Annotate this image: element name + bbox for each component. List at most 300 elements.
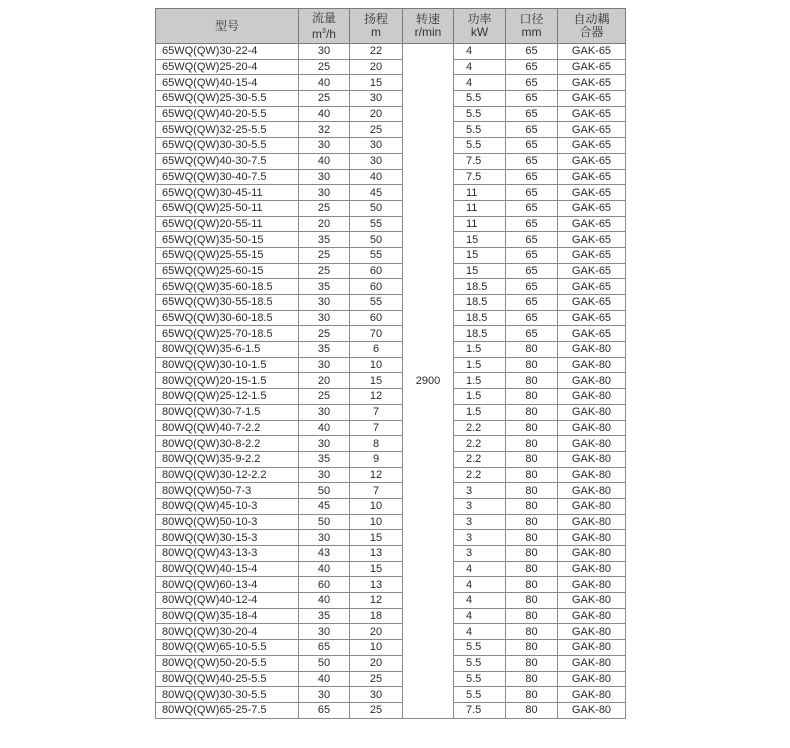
cell-power: 11 [454,216,506,232]
table-row [156,655,626,671]
cell-power: 3 [454,498,506,514]
cell-flow: 35 [299,279,350,295]
cell-power: 4 [454,561,506,577]
cell-diameter: 65 [506,91,558,107]
cell-model: 80WQ(QW)40-25-5.5 [156,671,299,687]
cell-head: 70 [350,326,403,342]
table-row [156,216,626,232]
cell-diameter: 65 [506,106,558,122]
cell-head: 10 [350,514,403,530]
cell-flow: 45 [299,498,350,514]
table-row [156,373,626,389]
cell-flow: 30 [299,624,350,640]
cell-model: 65WQ(QW)25-30-5.5 [156,91,299,107]
cell-head: 6 [350,342,403,358]
table-row [156,498,626,514]
cell-power: 11 [454,200,506,216]
cell-coupler: GAK-80 [558,389,626,405]
cell-diameter: 80 [506,404,558,420]
cell-flow: 35 [299,608,350,624]
cell-head: 30 [350,91,403,107]
cell-model: 65WQ(QW)25-20-4 [156,59,299,75]
cell-diameter: 80 [506,687,558,703]
cell-head: 13 [350,546,403,562]
cell-model: 65WQ(QW)30-30-5.5 [156,138,299,154]
cell-head: 8 [350,436,403,452]
table-row [156,593,626,609]
cell-diameter: 80 [506,624,558,640]
cell-diameter: 65 [506,263,558,279]
cell-flow: 50 [299,655,350,671]
cell-head: 50 [350,200,403,216]
cell-model: 80WQ(QW)60-13-4 [156,577,299,593]
table-row [156,310,626,326]
cell-head: 7 [350,404,403,420]
flow-unit-m: m [312,26,323,41]
flow-unit-h: /h [325,26,336,41]
cell-diameter: 80 [506,608,558,624]
cell-model: 80WQ(QW)35-6-1.5 [156,342,299,358]
cell-flow: 25 [299,200,350,216]
cell-power: 4 [454,624,506,640]
table-row [156,75,626,91]
cell-model: 65WQ(QW)25-70-18.5 [156,326,299,342]
cell-coupler: GAK-65 [558,310,626,326]
cell-diameter: 80 [506,546,558,562]
cell-diameter: 65 [506,75,558,91]
cell-diameter: 65 [506,153,558,169]
cell-coupler: GAK-65 [558,106,626,122]
cell-power: 7.5 [454,702,506,718]
cell-coupler: GAK-65 [558,200,626,216]
cell-power: 7.5 [454,153,506,169]
cell-flow: 50 [299,483,350,499]
cell-diameter: 80 [506,702,558,718]
table-header-row [156,9,626,44]
cell-head: 55 [350,216,403,232]
cell-head: 9 [350,451,403,467]
cell-model: 65WQ(QW)40-20-5.5 [156,106,299,122]
cell-power: 3 [454,530,506,546]
table-row [156,687,626,703]
table-row [156,59,626,75]
cell-model: 65WQ(QW)35-50-15 [156,232,299,248]
cell-flow: 30 [299,138,350,154]
cell-head: 60 [350,263,403,279]
cell-coupler: GAK-65 [558,279,626,295]
cell-model: 65WQ(QW)30-22-4 [156,44,299,60]
cell-flow: 35 [299,232,350,248]
cell-diameter: 80 [506,640,558,656]
cell-model: 80WQ(QW)35-18-4 [156,608,299,624]
table-row [156,671,626,687]
cell-flow: 35 [299,451,350,467]
cell-flow: 20 [299,216,350,232]
cell-coupler: GAK-80 [558,420,626,436]
cell-power: 3 [454,546,506,562]
cell-diameter: 65 [506,247,558,263]
cell-model: 65WQ(QW)25-55-15 [156,247,299,263]
cell-diameter: 65 [506,326,558,342]
cell-power: 3 [454,483,506,499]
cell-coupler: GAK-65 [558,326,626,342]
header-speed-unit: r/min [414,25,442,39]
cell-power: 4 [454,608,506,624]
cell-power: 2.2 [454,420,506,436]
cell-flow: 30 [299,530,350,546]
cell-coupler: GAK-65 [558,185,626,201]
table-row [156,153,626,169]
cell-flow: 40 [299,420,350,436]
table-row [156,169,626,185]
table-row [156,122,626,138]
cell-power: 1.5 [454,389,506,405]
cell-diameter: 80 [506,561,558,577]
cell-head: 45 [350,185,403,201]
cell-power: 4 [454,75,506,91]
cell-flow: 30 [299,310,350,326]
cell-flow: 40 [299,106,350,122]
cell-head: 20 [350,106,403,122]
table-row [156,702,626,718]
cell-diameter: 80 [506,530,558,546]
cell-head: 10 [350,498,403,514]
table-row [156,514,626,530]
pump-spec-table [155,8,626,719]
cell-diameter: 80 [506,342,558,358]
cell-head: 10 [350,640,403,656]
cell-diameter: 65 [506,310,558,326]
cell-power: 5.5 [454,91,506,107]
cell-flow: 30 [299,169,350,185]
cell-flow: 25 [299,263,350,279]
table-row [156,279,626,295]
cell-head: 22 [350,44,403,60]
cell-model: 80WQ(QW)30-7-1.5 [156,404,299,420]
cell-head: 7 [350,420,403,436]
cell-diameter: 80 [506,514,558,530]
cell-flow: 32 [299,122,350,138]
cell-flow: 40 [299,153,350,169]
cell-diameter: 80 [506,498,558,514]
cell-power: 5.5 [454,640,506,656]
cell-head: 30 [350,153,403,169]
cell-diameter: 80 [506,420,558,436]
cell-diameter: 65 [506,138,558,154]
cell-diameter: 80 [506,577,558,593]
cell-head: 20 [350,655,403,671]
cell-model: 80WQ(QW)50-7-3 [156,483,299,499]
cell-diameter: 65 [506,59,558,75]
cell-diameter: 65 [506,295,558,311]
cell-power: 1.5 [454,404,506,420]
header-speed-label: 转速 [415,12,440,26]
cell-head: 7 [350,483,403,499]
table-row [156,326,626,342]
cell-head: 30 [350,138,403,154]
cell-model: 80WQ(QW)20-15-1.5 [156,373,299,389]
cell-flow: 40 [299,593,350,609]
cell-power: 15 [454,232,506,248]
cell-head: 15 [350,561,403,577]
cell-head: 20 [350,624,403,640]
cell-coupler: GAK-80 [558,404,626,420]
table-row [156,436,626,452]
cell-power: 4 [454,577,506,593]
table-row [156,357,626,373]
cell-power: 5.5 [454,655,506,671]
table-row [156,185,626,201]
table-row [156,389,626,405]
cell-coupler: GAK-80 [558,608,626,624]
cell-diameter: 65 [506,200,558,216]
header-power-unit: kW [470,25,489,39]
cell-flow: 20 [299,373,350,389]
header-head [350,9,403,44]
cell-model: 65WQ(QW)25-50-11 [156,200,299,216]
cell-head: 55 [350,295,403,311]
cell-power: 11 [454,185,506,201]
table-row [156,561,626,577]
cell-coupler: GAK-80 [558,655,626,671]
header-power-label: 功率 [467,12,492,26]
table-row [156,200,626,216]
table-row [156,295,626,311]
cell-coupler: GAK-80 [558,342,626,358]
cell-diameter: 80 [506,389,558,405]
table-row [156,467,626,483]
cell-flow: 40 [299,671,350,687]
cell-coupler: GAK-80 [558,687,626,703]
cell-coupler: GAK-65 [558,91,626,107]
cell-diameter: 65 [506,122,558,138]
cell-power: 7.5 [454,169,506,185]
cell-diameter: 80 [506,483,558,499]
cell-power: 18.5 [454,310,506,326]
cell-model: 65WQ(QW)30-40-7.5 [156,169,299,185]
cell-flow: 30 [299,467,350,483]
table-row [156,530,626,546]
cell-power: 3 [454,514,506,530]
cell-coupler: GAK-80 [558,640,626,656]
cell-coupler: GAK-80 [558,514,626,530]
cell-diameter: 80 [506,593,558,609]
cell-head: 12 [350,593,403,609]
cell-coupler: GAK-80 [558,373,626,389]
header-coupler-label-2: 合器 [579,25,604,39]
cell-flow: 43 [299,546,350,562]
cell-model: 65WQ(QW)40-30-7.5 [156,153,299,169]
cell-flow: 25 [299,59,350,75]
cell-diameter: 65 [506,279,558,295]
cell-coupler: GAK-65 [558,169,626,185]
cell-power: 5.5 [454,122,506,138]
header-flow [299,9,350,44]
cell-head: 12 [350,389,403,405]
cell-diameter: 65 [506,216,558,232]
cell-model: 80WQ(QW)45-10-3 [156,498,299,514]
header-coupler [558,9,626,44]
table-row [156,577,626,593]
cell-model: 80WQ(QW)25-12-1.5 [156,389,299,405]
table-row [156,247,626,263]
cell-diameter: 65 [506,169,558,185]
cell-power: 1.5 [454,357,506,373]
cell-power: 2.2 [454,467,506,483]
header-speed [403,9,454,44]
cell-power: 18.5 [454,279,506,295]
cell-diameter: 80 [506,357,558,373]
cell-coupler: GAK-65 [558,247,626,263]
cell-model: 65WQ(QW)32-25-5.5 [156,122,299,138]
cell-coupler: GAK-65 [558,153,626,169]
table-row [156,232,626,248]
cell-coupler: GAK-80 [558,530,626,546]
cell-flow: 30 [299,185,350,201]
cell-coupler: GAK-80 [558,436,626,452]
cell-diameter: 80 [506,467,558,483]
cell-model: 65WQ(QW)40-15-4 [156,75,299,91]
cell-flow: 30 [299,44,350,60]
cell-head: 40 [350,169,403,185]
cell-flow: 25 [299,91,350,107]
cell-coupler: GAK-65 [558,232,626,248]
cell-power: 2.2 [454,451,506,467]
cell-coupler: GAK-80 [558,702,626,718]
table-row [156,342,626,358]
table-row [156,608,626,624]
table-row [156,138,626,154]
cell-head: 15 [350,75,403,91]
cell-coupler: GAK-65 [558,75,626,91]
table-row [156,451,626,467]
cell-coupler: GAK-65 [558,295,626,311]
cell-power: 4 [454,44,506,60]
cell-coupler: GAK-65 [558,138,626,154]
cell-coupler: GAK-80 [558,593,626,609]
cell-head: 18 [350,608,403,624]
header-model [156,9,299,44]
cell-flow: 65 [299,702,350,718]
cell-model: 80WQ(QW)30-12-2.2 [156,467,299,483]
table-row [156,263,626,279]
cell-flow: 35 [299,342,350,358]
cell-model: 65WQ(QW)30-45-11 [156,185,299,201]
cell-power: 1.5 [454,373,506,389]
cell-head: 60 [350,310,403,326]
table-row [156,624,626,640]
cell-coupler: GAK-65 [558,44,626,60]
cell-model: 65WQ(QW)30-55-18.5 [156,295,299,311]
cell-model: 65WQ(QW)25-60-15 [156,263,299,279]
cell-power: 4 [454,593,506,609]
cell-coupler: GAK-80 [558,498,626,514]
cell-flow: 40 [299,561,350,577]
cell-model: 80WQ(QW)30-15-3 [156,530,299,546]
cell-model: 80WQ(QW)35-9-2.2 [156,451,299,467]
cell-diameter: 80 [506,671,558,687]
cell-power: 5.5 [454,687,506,703]
cell-coupler: GAK-80 [558,546,626,562]
flow-unit-sup: 3 [322,27,326,35]
cell-coupler: GAK-80 [558,624,626,640]
cell-flow: 30 [299,687,350,703]
cell-model: 65WQ(QW)35-60-18.5 [156,279,299,295]
cell-flow: 30 [299,404,350,420]
header-model-label: 型号 [214,18,239,33]
table-row [156,420,626,436]
cell-model: 65WQ(QW)30-60-18.5 [156,310,299,326]
cell-speed: 2900 [403,44,454,719]
cell-power: 2.2 [454,436,506,452]
cell-power: 18.5 [454,295,506,311]
header-flow-label: 流量 [311,10,336,25]
cell-diameter: 80 [506,373,558,389]
cell-coupler: GAK-80 [558,561,626,577]
cell-head: 25 [350,671,403,687]
cell-diameter: 65 [506,44,558,60]
cell-coupler: GAK-65 [558,263,626,279]
cell-flow: 30 [299,436,350,452]
cell-head: 30 [350,687,403,703]
cell-diameter: 65 [506,185,558,201]
header-diameter-unit: mm [521,25,542,39]
cell-model: 80WQ(QW)65-10-5.5 [156,640,299,656]
cell-flow: 40 [299,75,350,91]
cell-head: 12 [350,467,403,483]
cell-flow: 25 [299,247,350,263]
cell-model: 80WQ(QW)65-25-7.5 [156,702,299,718]
cell-model: 80WQ(QW)40-12-4 [156,593,299,609]
cell-flow: 65 [299,640,350,656]
table-row [156,483,626,499]
cell-head: 15 [350,530,403,546]
cell-flow: 30 [299,357,350,373]
cell-coupler: GAK-80 [558,357,626,373]
cell-model: 80WQ(QW)40-7-2.2 [156,420,299,436]
cell-power: 15 [454,263,506,279]
cell-head: 25 [350,122,403,138]
cell-head: 55 [350,247,403,263]
cell-model: 80WQ(QW)30-30-5.5 [156,687,299,703]
cell-flow: 30 [299,295,350,311]
cell-power: 15 [454,247,506,263]
cell-diameter: 80 [506,655,558,671]
cell-power: 5.5 [454,138,506,154]
cell-coupler: GAK-65 [558,59,626,75]
cell-diameter: 65 [506,232,558,248]
cell-coupler: GAK-80 [558,671,626,687]
cell-diameter: 80 [506,451,558,467]
cell-head: 25 [350,702,403,718]
cell-model: 80WQ(QW)43-13-3 [156,546,299,562]
header-diameter-label: 口径 [519,12,544,26]
cell-model: 65WQ(QW)20-55-11 [156,216,299,232]
cell-model: 80WQ(QW)30-20-4 [156,624,299,640]
table-body [156,44,626,719]
table-row [156,106,626,122]
cell-head: 50 [350,232,403,248]
table-row [156,404,626,420]
cell-coupler: GAK-80 [558,483,626,499]
table-row [156,44,626,60]
table-row [156,91,626,107]
header-head-unit: m [371,25,381,39]
cell-power: 4 [454,59,506,75]
cell-head: 20 [350,59,403,75]
cell-coupler: GAK-80 [558,577,626,593]
cell-flow: 60 [299,577,350,593]
